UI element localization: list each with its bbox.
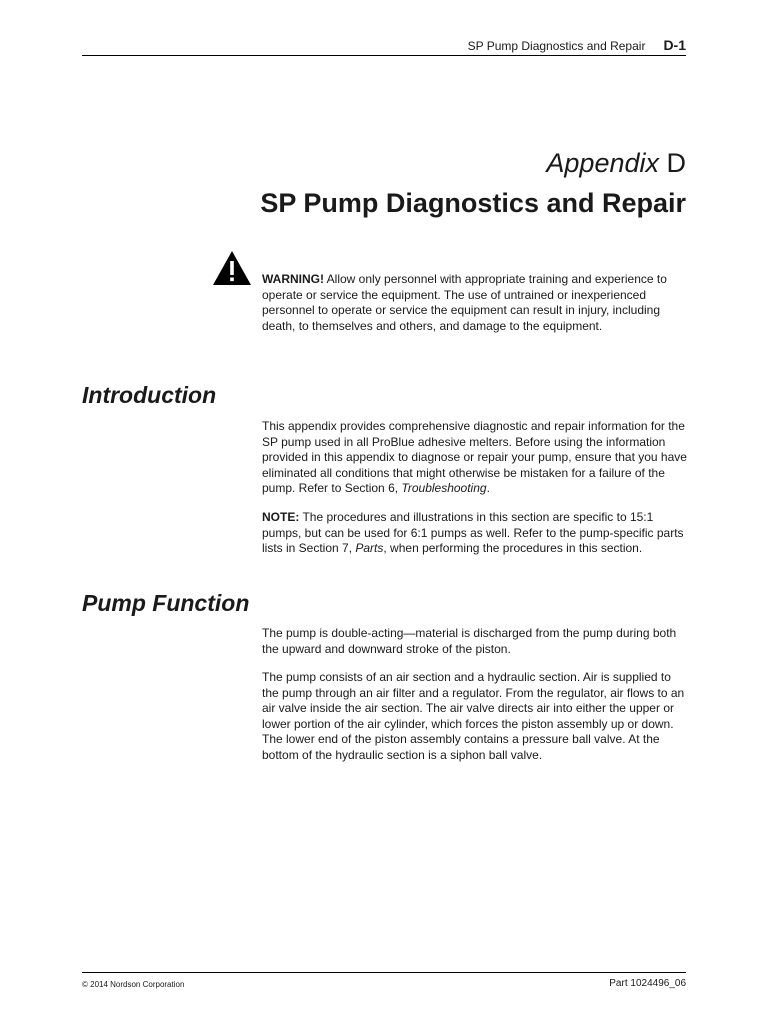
page-title: SP Pump Diagnostics and Repair: [260, 188, 686, 218]
note-label: NOTE:: [262, 510, 300, 524]
introduction-heading: Introduction: [82, 382, 217, 408]
pump-function-paragraph-1: The pump is double-acting—material is discharged from the pump during both the upward and downward stroke of the piston.: [262, 626, 677, 656]
header-page-number: D-1: [663, 37, 686, 53]
footer-part-number: Part 1024496_06: [609, 978, 686, 989]
note-end: , when performing the procedures in this section.: [383, 541, 643, 556]
introduction-paragraph: [262, 419, 690, 497]
appendix-label: [546, 150, 686, 177]
warning-message: [262, 272, 690, 334]
parts-ref: Parts: [355, 541, 384, 556]
appendix-prefix: Appendix: [546, 148, 667, 178]
footer-rule: [82, 972, 686, 973]
pump-function-heading: Pump Function: [82, 590, 250, 616]
header-rule: [82, 55, 686, 56]
introduction-end: .: [486, 481, 490, 496]
footer-copyright: © 2014 Nordson Corporation: [82, 980, 185, 989]
warning-icon: [212, 250, 252, 286]
appendix-letter: D: [666, 148, 686, 178]
pump-function-paragraph-2: The pump consists of an air section and a hydraulic section. Air is supplied to the pump through an air filter and a regulator. From the regulator, air flows to an air valve inside the air section. The air valve directs air into either the upper or lower portion of the air cylinder, which forces the piston assembly up or down. The lower end of the piston assembly contains a pressure ball valve. At the bottom of the hydraulic section is a siphon ball valve.: [262, 670, 685, 762]
note-text: The procedures and illustrations in this section are specific to 15:1 pumps, but can be used for 6:1 pumps as well. Refer to the pump-specific parts lists in Section 7,: [262, 510, 684, 556]
header-title: SP Pump Diagnostics and Repair: [467, 39, 646, 53]
introduction-note: [262, 510, 690, 557]
warning-text: Allow only personnel with appropriate training and experience to operate or service the equipment. The use of untrained or inexperienced personnel to operate or service the equipment can result in injury, including death, to themselves and others, and damage to the equipment.: [262, 272, 667, 333]
introduction-text: This appendix provides comprehensive diagnostic and repair information for the SP pump used in all ProBlue adhesive melters. Before using the information provided in this appendix to diagnose or repair your pump, ensure that you have eliminated all conditions that might otherwise be mistaken for a failure of the pump. Refer to Section 6,: [262, 419, 687, 496]
troubleshooting-ref: Troubleshooting: [401, 481, 487, 496]
page-header: [468, 37, 686, 53]
warning-label: WARNING!: [262, 272, 324, 286]
